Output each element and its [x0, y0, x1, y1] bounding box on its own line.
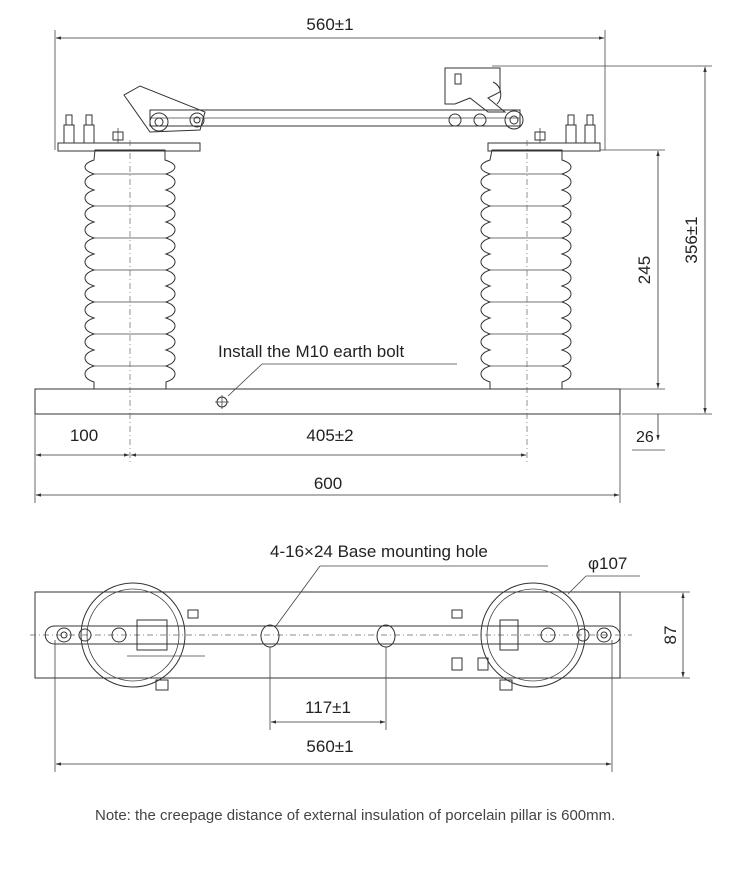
- dim-base-height-label: 26: [636, 429, 654, 446]
- mounting-hole-label: 4-16×24 Base mounting hole: [270, 542, 488, 561]
- dim-overall-length-label: 560±1: [306, 737, 354, 756]
- dim-bottom-row: [35, 414, 620, 503]
- diameter-callout: [568, 554, 640, 594]
- dim-base-length-label: 600: [313, 474, 343, 493]
- mounting-hole-callout: [270, 542, 548, 626]
- dim-insulator-diameter-label: φ107: [588, 554, 628, 573]
- dim-base-width-label: 87: [661, 625, 680, 645]
- earth-bolt-callout: [215, 342, 457, 409]
- switch-blade: [113, 68, 545, 143]
- dim-insulator-height-label: 245: [635, 255, 654, 285]
- creepage-note: Note: the creepage distance of external insulation of porcelain pillar is 600mm.: [95, 807, 616, 824]
- dim-top-width: [55, 15, 605, 150]
- base-plate: [35, 389, 620, 414]
- earth-bolt-label: Install the M10 earth bolt: [218, 342, 405, 361]
- front-view: [35, 15, 712, 503]
- dim-base-height: [632, 414, 665, 450]
- plan-view: [30, 542, 690, 772]
- dim-insulator-spacing-label: 405±2: [306, 426, 354, 445]
- dim-total-height-label: 356±1: [682, 216, 701, 264]
- dim-insulator-height: [570, 150, 665, 389]
- dim-hole-spacing-label: 117±1: [305, 698, 351, 717]
- dim-left-offset-label: 100: [69, 426, 99, 445]
- dim-top-width-label: 560±1: [306, 15, 354, 34]
- dim-total-height: [492, 66, 712, 414]
- dim-hole-spacing: [271, 698, 385, 722]
